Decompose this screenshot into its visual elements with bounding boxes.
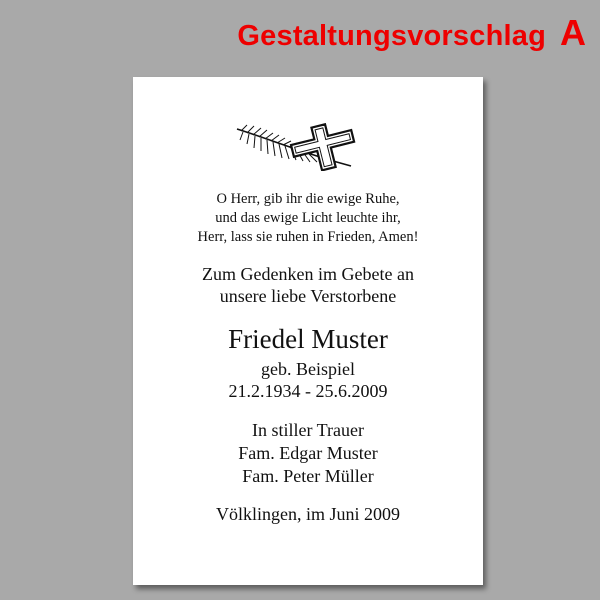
prayer-text: [133, 190, 483, 247]
header-variant-label: A: [560, 12, 586, 53]
place-date: Völklingen, im Juni 2009: [216, 504, 400, 524]
mourners-line: In stiller Trauer: [252, 420, 364, 440]
memorial-card: [133, 77, 483, 585]
cross-palm-icon: [233, 123, 363, 171]
life-dates: 21.2.1934 - 25.6.2009: [228, 381, 388, 401]
mourners-text: [133, 419, 483, 488]
prayer-line: O Herr, gib ihr die ewige Ruhe,: [216, 191, 400, 207]
header-title: Gestaltungsvorschlag: [237, 20, 546, 52]
birth-name: geb. Beispiel: [261, 359, 355, 379]
mourners-line: Fam. Peter Müller: [242, 466, 374, 486]
header: [237, 0, 586, 60]
prayer-line: Herr, lass sie ruhen in Frieden, Amen!: [197, 229, 419, 245]
dedication-line: unsere liebe Verstorbene: [219, 286, 397, 306]
deceased-name: Friedel Muster: [228, 324, 388, 354]
dedication-text: [133, 263, 483, 307]
dedication-line: Zum Gedenken im Gebete an: [202, 264, 414, 284]
prayer-line: und das ewige Licht leuchte ihr,: [215, 210, 401, 226]
birth-info: [133, 358, 483, 402]
mourners-line: Fam. Edgar Muster: [238, 443, 378, 463]
